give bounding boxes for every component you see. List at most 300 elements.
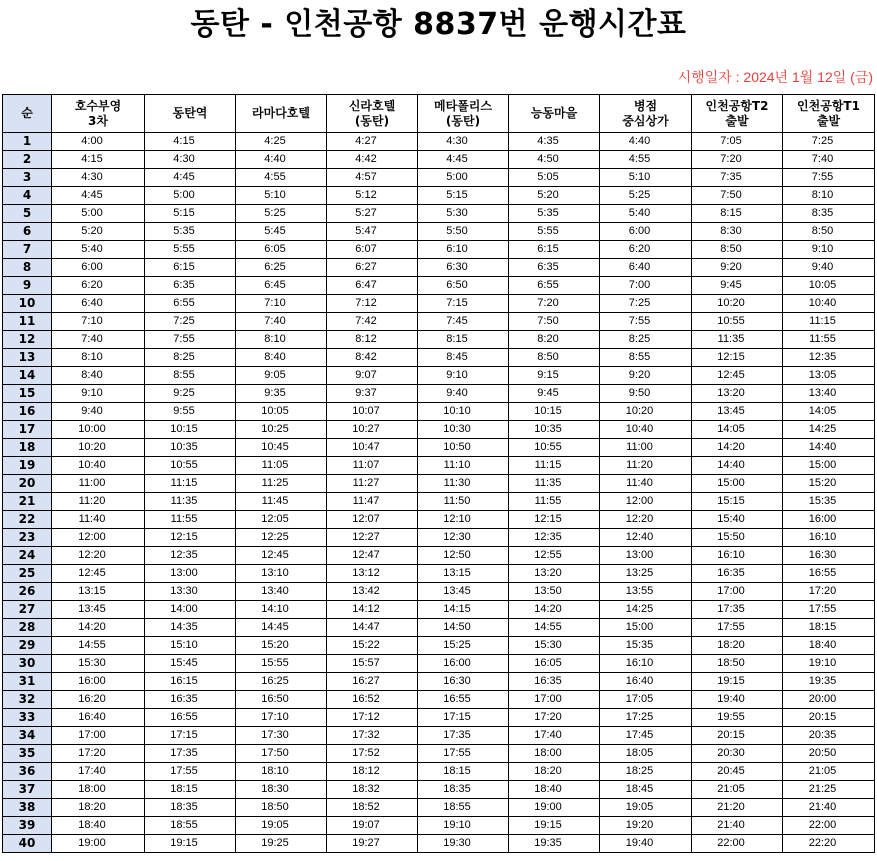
time-cell-neungdong: 7:20	[509, 295, 600, 313]
time-cell-metapolis: 5:15	[418, 187, 509, 205]
time-cell-t1: 20:35	[783, 727, 875, 745]
time-cell-neungdong: 17:20	[509, 709, 600, 727]
time-cell-t1: 18:40	[783, 637, 875, 655]
time-cell-t1: 15:00	[783, 457, 875, 475]
time-cell-hosu: 6:40	[52, 295, 145, 313]
time-cell-metapolis: 12:10	[418, 511, 509, 529]
row-number: 40	[3, 835, 52, 853]
time-cell-dongtan: 5:55	[145, 241, 236, 259]
time-cell-metapolis: 16:55	[418, 691, 509, 709]
time-cell-metapolis: 7:45	[418, 313, 509, 331]
time-cell-shilla: 19:07	[327, 817, 418, 835]
column-header-neungdong	[509, 95, 600, 133]
time-cell-t1: 13:40	[783, 385, 875, 403]
column-header-line1: 순	[21, 106, 33, 120]
time-cell-t1: 16:00	[783, 511, 875, 529]
time-cell-t2: 7:05	[692, 133, 783, 151]
time-cell-hosu: 5:00	[52, 205, 145, 223]
time-cell-hosu: 10:40	[52, 457, 145, 475]
time-cell-neungdong: 9:45	[509, 385, 600, 403]
row-number: 25	[3, 565, 52, 583]
table-row	[3, 583, 875, 601]
table-row	[3, 151, 875, 169]
time-cell-byeongjeom: 12:00	[600, 493, 692, 511]
time-cell-t2: 19:15	[692, 673, 783, 691]
time-cell-metapolis: 6:30	[418, 259, 509, 277]
time-cell-hosu: 7:40	[52, 331, 145, 349]
table-row	[3, 601, 875, 619]
time-cell-t1: 8:50	[783, 223, 875, 241]
time-cell-shilla: 9:37	[327, 385, 418, 403]
time-cell-hosu: 17:20	[52, 745, 145, 763]
time-cell-neungdong: 15:30	[509, 637, 600, 655]
time-cell-shilla: 7:12	[327, 295, 418, 313]
time-cell-hosu: 17:40	[52, 763, 145, 781]
time-cell-t1: 16:10	[783, 529, 875, 547]
table-row	[3, 169, 875, 187]
time-cell-t1: 22:00	[783, 817, 875, 835]
time-cell-lamada: 13:40	[236, 583, 327, 601]
time-cell-byeongjeom: 14:25	[600, 601, 692, 619]
table-row	[3, 565, 875, 583]
time-cell-hosu: 5:20	[52, 223, 145, 241]
time-cell-lamada: 4:40	[236, 151, 327, 169]
time-cell-t2: 12:15	[692, 349, 783, 367]
time-cell-t2: 15:15	[692, 493, 783, 511]
row-number: 3	[3, 169, 52, 187]
time-cell-hosu: 12:00	[52, 529, 145, 547]
time-cell-shilla: 18:52	[327, 799, 418, 817]
time-cell-t1: 7:55	[783, 169, 875, 187]
time-cell-metapolis: 17:35	[418, 727, 509, 745]
table-row	[3, 763, 875, 781]
time-cell-hosu: 13:45	[52, 601, 145, 619]
table-row	[3, 223, 875, 241]
time-cell-neungdong: 5:35	[509, 205, 600, 223]
table-row	[3, 421, 875, 439]
time-cell-dongtan: 12:35	[145, 547, 236, 565]
row-number: 20	[3, 475, 52, 493]
time-cell-t2: 12:45	[692, 367, 783, 385]
time-cell-lamada: 6:45	[236, 277, 327, 295]
time-cell-lamada: 15:55	[236, 655, 327, 673]
time-cell-t1: 21:40	[783, 799, 875, 817]
time-cell-byeongjeom: 16:40	[600, 673, 692, 691]
time-cell-lamada: 17:10	[236, 709, 327, 727]
time-cell-t2: 17:35	[692, 601, 783, 619]
time-cell-t2: 16:35	[692, 565, 783, 583]
time-cell-shilla: 17:32	[327, 727, 418, 745]
row-number: 18	[3, 439, 52, 457]
row-number: 16	[3, 403, 52, 421]
column-header-line2: 출발	[725, 113, 749, 128]
time-cell-dongtan: 11:55	[145, 511, 236, 529]
time-cell-t1: 9:10	[783, 241, 875, 259]
time-cell-metapolis: 15:25	[418, 637, 509, 655]
time-cell-byeongjeom: 11:00	[600, 439, 692, 457]
row-number: 28	[3, 619, 52, 637]
table-row	[3, 475, 875, 493]
time-cell-t1: 15:35	[783, 493, 875, 511]
time-cell-t2: 7:35	[692, 169, 783, 187]
row-number: 30	[3, 655, 52, 673]
time-cell-metapolis: 8:15	[418, 331, 509, 349]
time-cell-byeongjeom: 5:10	[600, 169, 692, 187]
time-cell-neungdong: 18:20	[509, 763, 600, 781]
table-row	[3, 781, 875, 799]
column-header-line1: 라마다호텔	[252, 106, 310, 120]
time-cell-t2: 7:50	[692, 187, 783, 205]
time-cell-lamada: 18:10	[236, 763, 327, 781]
time-cell-dongtan: 15:45	[145, 655, 236, 673]
time-cell-lamada: 4:25	[236, 133, 327, 151]
time-cell-byeongjeom: 17:05	[600, 691, 692, 709]
time-cell-dongtan: 6:55	[145, 295, 236, 313]
time-cell-t2: 7:20	[692, 151, 783, 169]
time-cell-lamada: 5:25	[236, 205, 327, 223]
time-cell-dongtan: 10:15	[145, 421, 236, 439]
row-number: 11	[3, 313, 52, 331]
time-cell-t2: 13:45	[692, 403, 783, 421]
time-cell-hosu: 18:40	[52, 817, 145, 835]
row-number: 1	[3, 133, 52, 151]
time-cell-byeongjeom: 16:10	[600, 655, 692, 673]
time-cell-shilla: 16:52	[327, 691, 418, 709]
time-cell-neungdong: 6:15	[509, 241, 600, 259]
time-cell-metapolis: 13:45	[418, 583, 509, 601]
time-cell-hosu: 12:20	[52, 547, 145, 565]
time-cell-neungdong: 4:35	[509, 133, 600, 151]
time-cell-t1: 21:25	[783, 781, 875, 799]
time-cell-shilla: 12:47	[327, 547, 418, 565]
time-cell-lamada: 5:45	[236, 223, 327, 241]
time-cell-neungdong: 19:00	[509, 799, 600, 817]
time-cell-t1: 7:40	[783, 151, 875, 169]
time-cell-hosu: 18:00	[52, 781, 145, 799]
row-number: 32	[3, 691, 52, 709]
table-row	[3, 619, 875, 637]
time-cell-t1: 15:20	[783, 475, 875, 493]
time-cell-hosu: 13:15	[52, 583, 145, 601]
time-cell-hosu: 11:40	[52, 511, 145, 529]
time-cell-t1: 8:10	[783, 187, 875, 205]
time-cell-t1: 11:55	[783, 331, 875, 349]
time-cell-metapolis: 9:10	[418, 367, 509, 385]
time-cell-shilla: 8:12	[327, 331, 418, 349]
time-cell-neungdong: 11:15	[509, 457, 600, 475]
time-cell-metapolis: 17:55	[418, 745, 509, 763]
time-cell-hosu: 7:10	[52, 313, 145, 331]
time-cell-neungdong: 5:05	[509, 169, 600, 187]
time-cell-neungdong: 19:15	[509, 817, 600, 835]
time-cell-hosu: 6:00	[52, 259, 145, 277]
table-row	[3, 259, 875, 277]
time-cell-t2: 9:45	[692, 277, 783, 295]
table-row	[3, 655, 875, 673]
time-cell-lamada: 4:55	[236, 169, 327, 187]
row-number: 38	[3, 799, 52, 817]
time-cell-hosu: 8:10	[52, 349, 145, 367]
time-cell-metapolis: 9:40	[418, 385, 509, 403]
time-cell-t2: 8:50	[692, 241, 783, 259]
time-cell-t2: 10:20	[692, 295, 783, 313]
row-number: 19	[3, 457, 52, 475]
time-cell-metapolis: 5:50	[418, 223, 509, 241]
time-cell-dongtan: 10:35	[145, 439, 236, 457]
time-cell-t1: 17:20	[783, 583, 875, 601]
time-cell-neungdong: 11:35	[509, 475, 600, 493]
time-cell-dongtan: 8:25	[145, 349, 236, 367]
time-cell-lamada: 12:05	[236, 511, 327, 529]
time-cell-neungdong: 12:15	[509, 511, 600, 529]
time-cell-shilla: 5:47	[327, 223, 418, 241]
time-cell-dongtan: 7:55	[145, 331, 236, 349]
time-cell-metapolis: 13:15	[418, 565, 509, 583]
time-cell-hosu: 18:20	[52, 799, 145, 817]
time-cell-hosu: 14:20	[52, 619, 145, 637]
time-cell-byeongjeom: 15:35	[600, 637, 692, 655]
time-cell-t2: 9:20	[692, 259, 783, 277]
column-header-hosu	[52, 95, 145, 133]
time-cell-byeongjeom: 15:00	[600, 619, 692, 637]
time-cell-dongtan: 11:35	[145, 493, 236, 511]
time-cell-lamada: 7:10	[236, 295, 327, 313]
column-header-shilla	[327, 95, 418, 133]
time-cell-metapolis: 10:50	[418, 439, 509, 457]
time-cell-t2: 20:30	[692, 745, 783, 763]
time-cell-dongtan: 5:00	[145, 187, 236, 205]
time-cell-hosu: 4:00	[52, 133, 145, 151]
time-cell-t1: 14:05	[783, 403, 875, 421]
table-row	[3, 799, 875, 817]
row-number: 35	[3, 745, 52, 763]
time-cell-shilla: 5:27	[327, 205, 418, 223]
time-cell-metapolis: 19:10	[418, 817, 509, 835]
time-cell-byeongjeom: 17:45	[600, 727, 692, 745]
time-cell-lamada: 16:25	[236, 673, 327, 691]
time-cell-dongtan: 13:30	[145, 583, 236, 601]
time-cell-metapolis: 11:10	[418, 457, 509, 475]
row-number: 17	[3, 421, 52, 439]
time-cell-neungdong: 16:05	[509, 655, 600, 673]
column-header-line1: 인천공항T2	[705, 98, 769, 113]
time-cell-hosu: 16:00	[52, 673, 145, 691]
time-cell-dongtan: 8:55	[145, 367, 236, 385]
time-cell-t2: 11:35	[692, 331, 783, 349]
time-cell-neungdong: 12:55	[509, 547, 600, 565]
time-cell-dongtan: 19:15	[145, 835, 236, 853]
time-cell-lamada: 7:40	[236, 313, 327, 331]
time-cell-hosu: 17:00	[52, 727, 145, 745]
table-row	[3, 547, 875, 565]
column-header-line2: (동탄)	[354, 113, 390, 128]
time-cell-byeongjeom: 4:40	[600, 133, 692, 151]
time-cell-byeongjeom: 11:20	[600, 457, 692, 475]
time-cell-hosu: 12:45	[52, 565, 145, 583]
row-number: 12	[3, 331, 52, 349]
row-number: 8	[3, 259, 52, 277]
time-cell-lamada: 11:05	[236, 457, 327, 475]
time-cell-shilla: 10:07	[327, 403, 418, 421]
time-cell-t2: 18:20	[692, 637, 783, 655]
time-cell-lamada: 17:30	[236, 727, 327, 745]
time-cell-byeongjeom: 6:00	[600, 223, 692, 241]
column-header-dongtan	[145, 95, 236, 133]
time-cell-dongtan: 4:30	[145, 151, 236, 169]
time-cell-t1: 14:25	[783, 421, 875, 439]
time-cell-hosu: 16:40	[52, 709, 145, 727]
time-cell-dongtan: 17:35	[145, 745, 236, 763]
time-cell-hosu: 9:10	[52, 385, 145, 403]
time-cell-t1: 21:05	[783, 763, 875, 781]
column-header-t1	[783, 95, 875, 133]
time-cell-neungdong: 11:55	[509, 493, 600, 511]
time-cell-dongtan: 4:45	[145, 169, 236, 187]
time-cell-lamada: 11:25	[236, 475, 327, 493]
time-cell-dongtan: 17:55	[145, 763, 236, 781]
time-cell-shilla: 10:47	[327, 439, 418, 457]
row-number: 2	[3, 151, 52, 169]
row-number: 7	[3, 241, 52, 259]
time-cell-byeongjeom: 9:20	[600, 367, 692, 385]
column-header-t2	[692, 95, 783, 133]
time-cell-shilla: 16:27	[327, 673, 418, 691]
column-header-line2: (동탄)	[445, 113, 481, 128]
row-number: 37	[3, 781, 52, 799]
time-cell-neungdong: 14:20	[509, 601, 600, 619]
time-cell-dongtan: 16:15	[145, 673, 236, 691]
time-cell-t1: 11:15	[783, 313, 875, 331]
table-row	[3, 709, 875, 727]
time-cell-neungdong: 16:35	[509, 673, 600, 691]
row-number: 23	[3, 529, 52, 547]
table-row	[3, 835, 875, 853]
time-cell-shilla: 17:12	[327, 709, 418, 727]
time-cell-hosu: 14:55	[52, 637, 145, 655]
column-header-line2: 출발	[816, 113, 841, 128]
time-cell-t2: 21:05	[692, 781, 783, 799]
time-cell-metapolis: 8:45	[418, 349, 509, 367]
table-row	[3, 817, 875, 835]
time-cell-byeongjeom: 9:50	[600, 385, 692, 403]
column-header-line1: 병점	[633, 98, 658, 113]
time-cell-byeongjeom: 12:20	[600, 511, 692, 529]
time-cell-byeongjeom: 11:40	[600, 475, 692, 493]
time-cell-dongtan: 16:35	[145, 691, 236, 709]
row-number: 5	[3, 205, 52, 223]
time-cell-t1: 7:25	[783, 133, 875, 151]
table-row	[3, 331, 875, 349]
time-cell-neungdong: 17:40	[509, 727, 600, 745]
time-cell-lamada: 8:10	[236, 331, 327, 349]
time-cell-t2: 16:10	[692, 547, 783, 565]
time-cell-byeongjeom: 13:00	[600, 547, 692, 565]
time-cell-hosu: 9:40	[52, 403, 145, 421]
time-cell-metapolis: 6:50	[418, 277, 509, 295]
time-cell-dongtan: 13:00	[145, 565, 236, 583]
column-header-line1: 능동마을	[530, 106, 578, 120]
timetable	[2, 94, 875, 853]
time-cell-t2: 15:40	[692, 511, 783, 529]
time-cell-metapolis: 14:15	[418, 601, 509, 619]
table-row	[3, 439, 875, 457]
time-cell-dongtan: 10:55	[145, 457, 236, 475]
time-cell-t1: 19:10	[783, 655, 875, 673]
time-cell-metapolis: 7:15	[418, 295, 509, 313]
time-cell-hosu: 4:45	[52, 187, 145, 205]
time-cell-byeongjeom: 8:25	[600, 331, 692, 349]
timetable-body	[3, 133, 875, 853]
column-header-line1: 호수부영	[74, 98, 122, 113]
table-row	[3, 367, 875, 385]
row-number: 27	[3, 601, 52, 619]
time-cell-metapolis: 4:30	[418, 133, 509, 151]
time-cell-metapolis: 14:50	[418, 619, 509, 637]
time-cell-t1: 16:55	[783, 565, 875, 583]
time-cell-lamada: 12:45	[236, 547, 327, 565]
time-cell-neungdong: 10:55	[509, 439, 600, 457]
row-number: 4	[3, 187, 52, 205]
time-cell-t1: 12:35	[783, 349, 875, 367]
row-number: 6	[3, 223, 52, 241]
table-row	[3, 637, 875, 655]
time-cell-byeongjeom: 19:40	[600, 835, 692, 853]
time-cell-metapolis: 12:30	[418, 529, 509, 547]
time-cell-metapolis: 4:45	[418, 151, 509, 169]
table-row	[3, 313, 875, 331]
column-header-line1: 메타폴리스	[434, 98, 492, 113]
table-row	[3, 277, 875, 295]
time-cell-byeongjeom: 19:20	[600, 817, 692, 835]
time-cell-metapolis: 10:30	[418, 421, 509, 439]
time-cell-byeongjeom: 6:40	[600, 259, 692, 277]
row-number: 26	[3, 583, 52, 601]
time-cell-neungdong: 7:50	[509, 313, 600, 331]
time-cell-t2: 8:30	[692, 223, 783, 241]
time-cell-lamada: 11:45	[236, 493, 327, 511]
table-row	[3, 745, 875, 763]
time-cell-shilla: 19:27	[327, 835, 418, 853]
column-header-line1: 신라호텔	[348, 98, 396, 113]
time-cell-neungdong: 5:20	[509, 187, 600, 205]
time-cell-byeongjeom: 18:45	[600, 781, 692, 799]
row-number: 24	[3, 547, 52, 565]
time-cell-t1: 14:40	[783, 439, 875, 457]
time-cell-shilla: 11:47	[327, 493, 418, 511]
table-row	[3, 673, 875, 691]
time-cell-metapolis: 19:30	[418, 835, 509, 853]
time-cell-t2: 14:20	[692, 439, 783, 457]
time-cell-hosu: 19:00	[52, 835, 145, 853]
time-cell-t1: 18:15	[783, 619, 875, 637]
time-cell-byeongjeom: 5:40	[600, 205, 692, 223]
time-cell-shilla: 8:42	[327, 349, 418, 367]
time-cell-dongtan: 7:25	[145, 313, 236, 331]
table-row	[3, 133, 875, 151]
time-cell-neungdong: 18:40	[509, 781, 600, 799]
time-cell-lamada: 12:25	[236, 529, 327, 547]
time-cell-dongtan: 5:15	[145, 205, 236, 223]
time-cell-dongtan: 16:55	[145, 709, 236, 727]
time-cell-dongtan: 18:55	[145, 817, 236, 835]
time-cell-t2: 15:50	[692, 529, 783, 547]
time-cell-dongtan: 15:10	[145, 637, 236, 655]
time-cell-shilla: 5:12	[327, 187, 418, 205]
time-cell-shilla: 15:22	[327, 637, 418, 655]
time-cell-lamada: 19:05	[236, 817, 327, 835]
time-cell-byeongjeom: 8:55	[600, 349, 692, 367]
time-cell-lamada: 5:10	[236, 187, 327, 205]
